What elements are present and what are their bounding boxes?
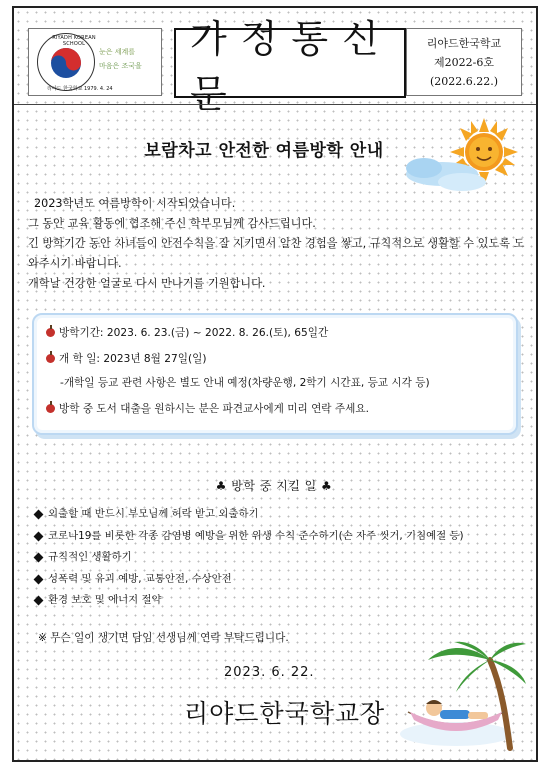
list-item <box>34 590 524 612</box>
subject-heading: 보람차고 안전한 여름방학 안내 <box>144 141 384 161</box>
issue-number: 제2022-6호 <box>434 55 494 69</box>
logo-top-text: RIYADH KOREAN SCHOOL <box>52 35 96 47</box>
diamond-bullet-icon <box>34 510 44 520</box>
rule-text: 외출할 때 반드시 부모님께 허락 받고 외출하기 <box>48 508 259 520</box>
principal-signature: 리야드한국학교장 <box>184 699 386 728</box>
rule-text: 성폭력 및 유괴 예방, 교통안전, 수상안전 <box>48 572 232 585</box>
diamond-bullet-icon <box>34 553 44 563</box>
logo-bottom-text: 리야드 한국학교 1979. 4. 24 <box>47 86 113 92</box>
rule-text: 코로나19를 비롯한 각종 감염병 예방을 위한 위생 수칙 준수하기(손 자주 씻기, 기침예절 등) <box>48 529 464 542</box>
issue-date-footer: 2023. 6. 22. <box>224 665 315 680</box>
diamond-bullet-icon <box>34 574 44 584</box>
intro-line-1: 2023학년도 여름방학이 시작되었습니다. <box>34 197 236 210</box>
school-logo <box>28 28 162 96</box>
library-text: 방학 중 도서 대출을 원하시는 분은 파견교사에게 미리 연락 주세요. <box>59 403 369 415</box>
schedule-info-box <box>32 313 518 435</box>
issue-date: (2022.6.22.) <box>429 74 499 88</box>
opening-line <box>46 351 207 366</box>
rules-heading: ♣ 방학 중 지킬 일 ♣ <box>215 479 333 493</box>
rule-text: 규칙적인 생활하기 <box>48 551 132 564</box>
opening-text: 개 학 일: 2023년 8월 27일(일) <box>59 353 207 365</box>
opening-note-line <box>60 375 430 390</box>
diamond-bullet-icon <box>34 531 44 541</box>
logo-slogan-1: 눈은 세계를 <box>99 48 136 56</box>
list-item <box>34 569 524 591</box>
rule-text: 환경 보호 및 에너지 절약 <box>48 594 162 607</box>
rules-list <box>34 504 524 612</box>
library-line <box>46 401 369 416</box>
apple-icon <box>46 328 55 337</box>
apple-icon <box>46 404 55 413</box>
issue-info <box>406 28 522 96</box>
period-text: 방학기간: 2023. 6. 23.(금) ~ 2022. 8. 26.(토), 65일간 <box>59 327 329 339</box>
intro-line-4: 개학날 건강한 얼굴로 다시 만나기를 기원합니다. <box>28 277 266 290</box>
header <box>14 8 536 116</box>
school-name: 리야드한국학교 <box>426 36 502 50</box>
intro-line-2: 그 동안 교육 활동에 협조해 주신 학부모님께 감사드립니다. <box>28 217 316 230</box>
apple-icon <box>46 354 55 363</box>
newsletter-page <box>12 6 538 762</box>
intro-line-3: 긴 방학기간 동안 자녀들이 안전수칙을 잘 지키면서 알찬 경험을 쌓고, 규칙적으로 생활할 수 있도록 도와주시기 바랍니다. <box>28 237 525 270</box>
contact-note: ※ 무슨 일이 생기면 담임 선생님께 연락 부탁드립니다. <box>38 632 289 644</box>
intro-paragraph <box>28 194 528 294</box>
sun-with-clouds-icon <box>402 118 526 198</box>
title-box <box>174 17 406 116</box>
period-line <box>46 325 328 340</box>
list-item <box>34 526 524 548</box>
palm-tree-hammock-icon <box>398 638 528 754</box>
diamond-bullet-icon <box>34 596 44 606</box>
logo-emblem <box>37 33 95 91</box>
logo-slogan-2: 마음은 조국을 <box>99 62 142 70</box>
opening-note-text: -개학일 등교 관련 사항은 별도 안내 예정(차량운행, 2학기 시간표, 등교 시각 등) <box>60 377 430 389</box>
list-item <box>34 547 524 569</box>
page-title: 가정통신문 <box>190 17 393 116</box>
header-divider <box>14 104 536 105</box>
list-item <box>34 504 524 526</box>
